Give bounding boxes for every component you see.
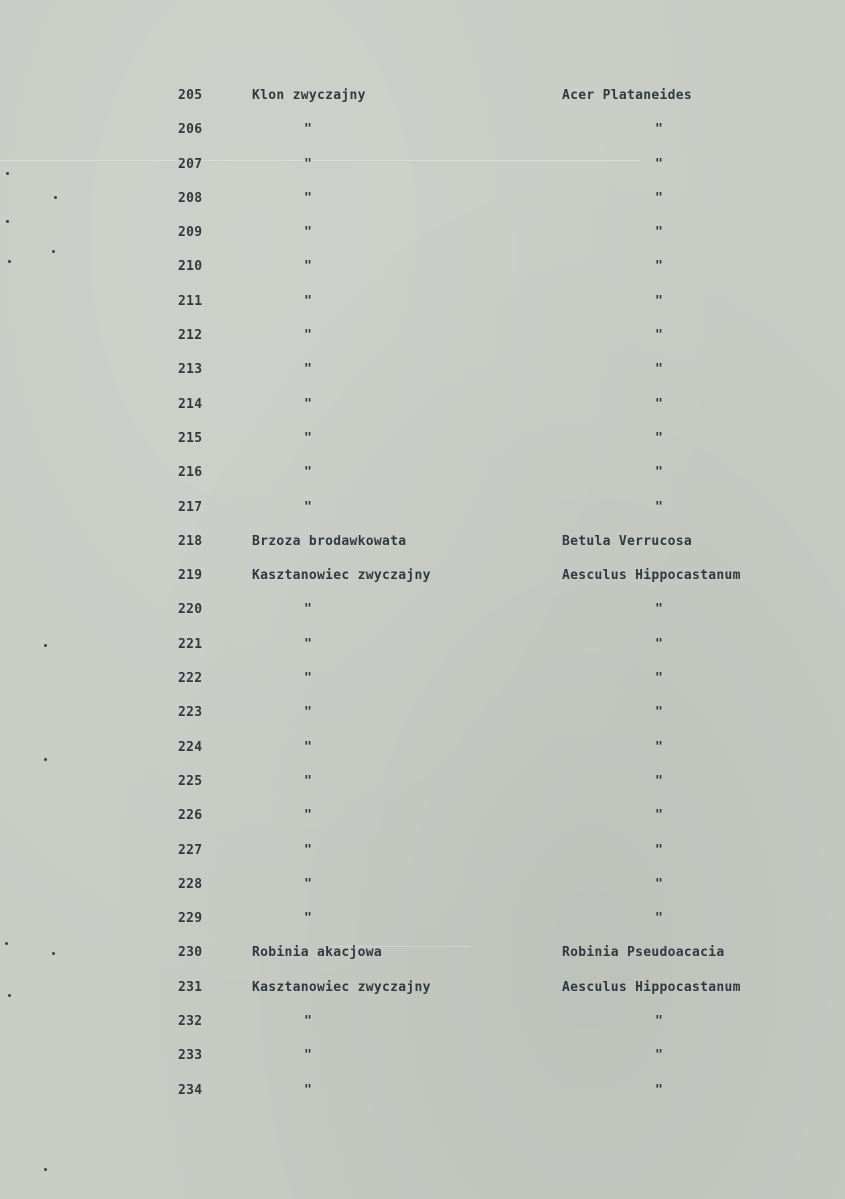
polish-name: Kasztanowiec zwyczajny xyxy=(252,568,431,584)
latin-name: " xyxy=(655,499,664,515)
polish-name: Klon zwyczajny xyxy=(252,88,366,103)
row-number: 205 xyxy=(178,88,203,103)
list-row xyxy=(0,903,845,937)
row-number: 207 xyxy=(178,156,203,172)
latin-name: " xyxy=(655,328,664,344)
row-number: 221 xyxy=(178,636,203,652)
latin-name: " xyxy=(655,156,664,172)
row-number: 233 xyxy=(178,1048,203,1064)
margin-speck xyxy=(44,1168,47,1171)
polish-name: Brzoza brodawkowata xyxy=(252,533,407,549)
list-row xyxy=(0,697,845,731)
row-number: 209 xyxy=(178,225,203,241)
latin-name: " xyxy=(655,190,664,206)
polish-name: " xyxy=(304,430,313,446)
row-number: 211 xyxy=(178,293,203,309)
polish-name: " xyxy=(304,396,313,412)
polish-name: " xyxy=(304,602,313,618)
list-row xyxy=(0,492,845,526)
latin-name: Acer Plataneides xyxy=(562,88,693,103)
list-row xyxy=(0,286,845,320)
list-row xyxy=(0,766,845,800)
polish-name: " xyxy=(304,1082,313,1098)
latin-name: " xyxy=(655,671,664,687)
list-row xyxy=(0,423,845,457)
list-row xyxy=(0,594,845,628)
latin-name: Robinia Pseudoacacia xyxy=(562,945,725,961)
latin-name: " xyxy=(655,842,664,858)
list-row xyxy=(0,835,845,869)
latin-name: " xyxy=(655,602,664,618)
latin-name: " xyxy=(655,122,664,138)
latin-name: " xyxy=(655,876,664,892)
row-number: 230 xyxy=(178,945,203,961)
row-number: 234 xyxy=(178,1082,203,1098)
list-row xyxy=(0,1075,845,1109)
latin-name: " xyxy=(655,293,664,309)
polish-name: " xyxy=(304,362,313,378)
species-list xyxy=(0,80,845,1109)
polish-name: " xyxy=(304,636,313,652)
row-number: 218 xyxy=(178,533,203,549)
row-number: 220 xyxy=(178,602,203,618)
latin-name: " xyxy=(655,430,664,446)
row-number: 228 xyxy=(178,876,203,892)
row-number: 223 xyxy=(178,705,203,721)
polish-name: " xyxy=(304,1048,313,1064)
list-row xyxy=(0,937,845,971)
latin-name: " xyxy=(655,636,664,652)
row-number: 210 xyxy=(178,259,203,275)
row-number: 227 xyxy=(178,842,203,858)
polish-name: " xyxy=(304,465,313,481)
polish-name: " xyxy=(304,259,313,275)
list-row xyxy=(0,1006,845,1040)
list-row xyxy=(0,354,845,388)
polish-name: " xyxy=(304,122,313,138)
polish-name: " xyxy=(304,190,313,206)
list-row xyxy=(0,80,845,114)
latin-name: " xyxy=(655,225,664,241)
row-number: 232 xyxy=(178,1014,203,1030)
latin-name: " xyxy=(655,396,664,412)
list-row xyxy=(0,457,845,491)
latin-name: " xyxy=(655,1014,664,1030)
row-number: 217 xyxy=(178,499,203,515)
row-number: 226 xyxy=(178,808,203,824)
polish-name: " xyxy=(304,225,313,241)
latin-name: Betula Verrucosa xyxy=(562,533,693,549)
list-row xyxy=(0,972,845,1006)
list-row xyxy=(0,251,845,285)
row-number: 231 xyxy=(178,979,203,995)
row-number: 219 xyxy=(178,568,203,584)
list-row xyxy=(0,217,845,251)
polish-name: " xyxy=(304,671,313,687)
list-row xyxy=(0,389,845,423)
polish-name: " xyxy=(304,499,313,515)
latin-name: " xyxy=(655,362,664,378)
latin-name: " xyxy=(655,259,664,275)
polish-name: " xyxy=(304,705,313,721)
row-number: 212 xyxy=(178,328,203,344)
row-number: 225 xyxy=(178,773,203,789)
row-number: 222 xyxy=(178,671,203,687)
latin-name: " xyxy=(655,465,664,481)
list-row xyxy=(0,800,845,834)
polish-name: " xyxy=(304,808,313,824)
row-number: 229 xyxy=(178,911,203,927)
polish-name: " xyxy=(304,911,313,927)
row-number: 214 xyxy=(178,396,203,412)
list-row xyxy=(0,183,845,217)
polish-name: " xyxy=(304,1014,313,1030)
list-row xyxy=(0,1040,845,1074)
list-row xyxy=(0,114,845,148)
polish-name: " xyxy=(304,156,313,172)
list-row xyxy=(0,629,845,663)
list-row xyxy=(0,320,845,354)
list-row xyxy=(0,663,845,697)
row-number: 215 xyxy=(178,430,203,446)
latin-name: " xyxy=(655,739,664,755)
list-row xyxy=(0,560,845,594)
polish-name: Robinia akacjowa xyxy=(252,945,383,961)
latin-name: " xyxy=(655,773,664,789)
polish-name: " xyxy=(304,876,313,892)
list-row xyxy=(0,869,845,903)
list-row xyxy=(0,732,845,766)
list-row xyxy=(0,526,845,560)
list-row xyxy=(0,149,845,183)
latin-name: " xyxy=(655,1082,664,1098)
latin-name: " xyxy=(655,705,664,721)
polish-name: " xyxy=(304,773,313,789)
latin-name: " xyxy=(655,808,664,824)
polish-name: " xyxy=(304,842,313,858)
latin-name: Aesculus Hippocastanum xyxy=(562,568,741,584)
row-number: 213 xyxy=(178,362,203,378)
polish-name: " xyxy=(304,328,313,344)
row-number: 224 xyxy=(178,739,203,755)
polish-name: Kasztanowiec zwyczajny xyxy=(252,979,431,995)
row-number: 216 xyxy=(178,465,203,481)
latin-name: " xyxy=(655,911,664,927)
latin-name: Aesculus Hippocastanum xyxy=(562,979,741,995)
polish-name: " xyxy=(304,293,313,309)
latin-name: " xyxy=(655,1048,664,1064)
row-number: 208 xyxy=(178,190,203,206)
polish-name: " xyxy=(304,739,313,755)
row-number: 206 xyxy=(178,122,203,138)
